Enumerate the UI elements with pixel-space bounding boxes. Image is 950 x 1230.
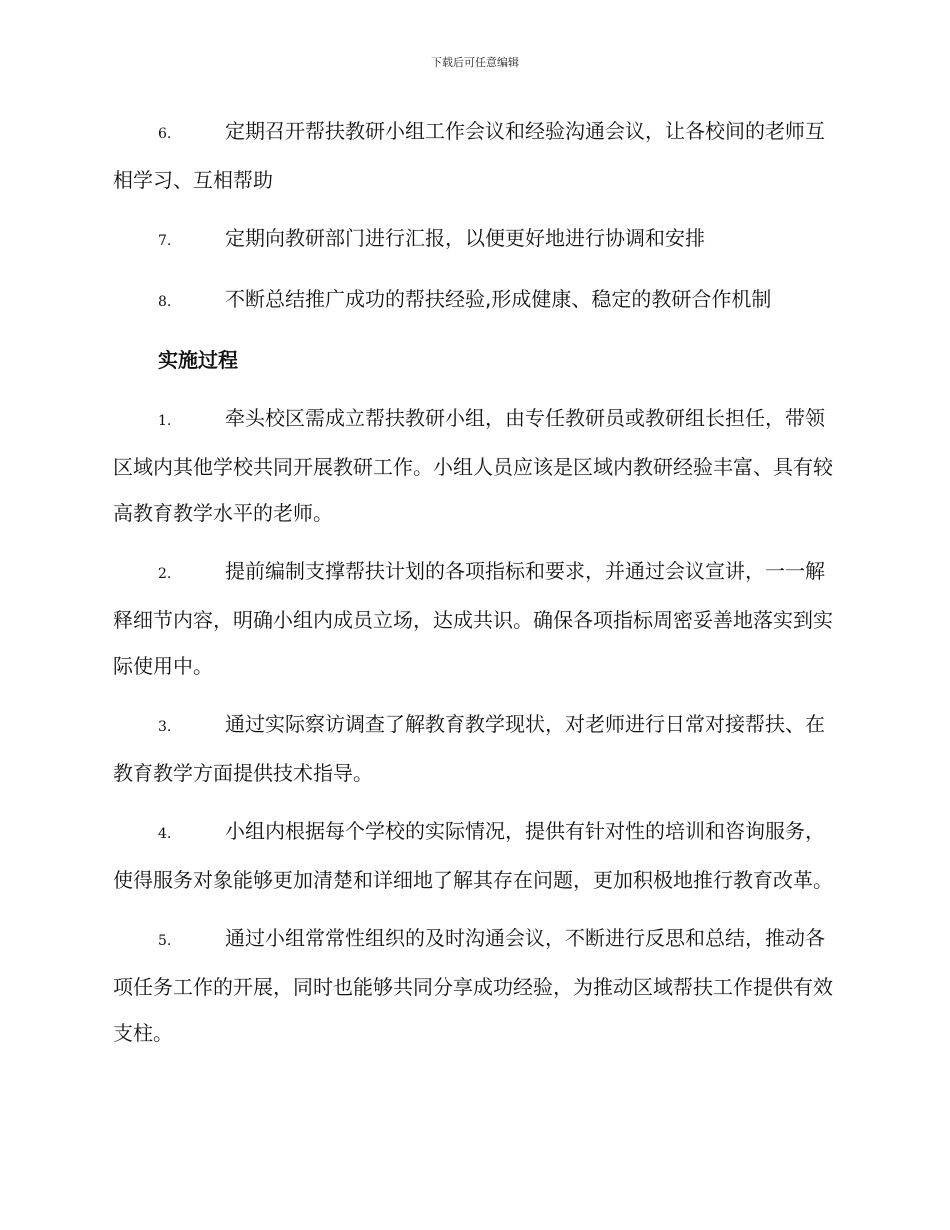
process-item-4	[113, 808, 835, 903]
process-item-1	[113, 395, 835, 536]
process-item-number: 1.	[158, 413, 172, 429]
process-item-text: 通过实际察访调查了解教育教学现状，对老师进行日常对接帮扶、在教育教学方面提供技术指导。	[113, 712, 825, 785]
list-item-number: 8.	[158, 294, 172, 310]
process-item-text: 提前编制支撑帮扶计划的各项指标和要求，并通过会议宣讲，一一解释细节内容，明确小组内成员立场，达成共识。确保各项指标周密妥善地落实到实际使用中。	[113, 559, 833, 678]
list-item-6	[113, 108, 835, 203]
process-item-5	[113, 915, 835, 1056]
process-item-2	[113, 548, 835, 689]
process-item-text: 小组内根据每个学校的实际情况，提供有针对性的培训和咨询服务，使得服务对象能够更加清楚和详细地了解其存在问题，更加积极地推行教育改革。	[113, 819, 833, 892]
process-item-text: 牵头校区需成立帮扶教研小组，由专任教研员或教研组长担任，带领区域内其他学校共同开展教研工作。小组人员应该是区域内教研经验丰富、具有较高教育教学水平的老师。	[113, 406, 833, 525]
process-item-text: 通过小组常常性组织的及时沟通会议，不断进行反思和总结，推动各项任务工作的开展，同时也能够共同分享成功经验，为推动区域帮扶工作提供有效支柱。	[113, 926, 833, 1045]
process-item-number: 2.	[158, 566, 172, 582]
list-item-8	[113, 276, 835, 325]
list-item-text: 定期向教研部门进行汇报，以便更好地进行协调和安排	[225, 226, 705, 250]
header-note: 下载后可任意编辑	[431, 56, 519, 69]
process-item-3	[113, 701, 835, 796]
document-body	[113, 108, 835, 1056]
list-item-text: 定期召开帮扶教研小组工作会议和经验沟通会议，让各校间的老师互相学习、互相帮助	[113, 119, 825, 192]
list-item-number: 6.	[158, 126, 172, 142]
section-heading: 实施过程	[158, 348, 238, 372]
process-item-number: 4.	[158, 826, 172, 842]
list-item-text: 不断总结推广成功的帮扶经验,形成健康、稳定的教研合作机制	[225, 287, 772, 311]
process-item-number: 5.	[158, 933, 172, 949]
process-item-number: 3.	[158, 719, 172, 735]
list-item-number: 7.	[158, 233, 172, 249]
list-item-7	[113, 215, 835, 264]
